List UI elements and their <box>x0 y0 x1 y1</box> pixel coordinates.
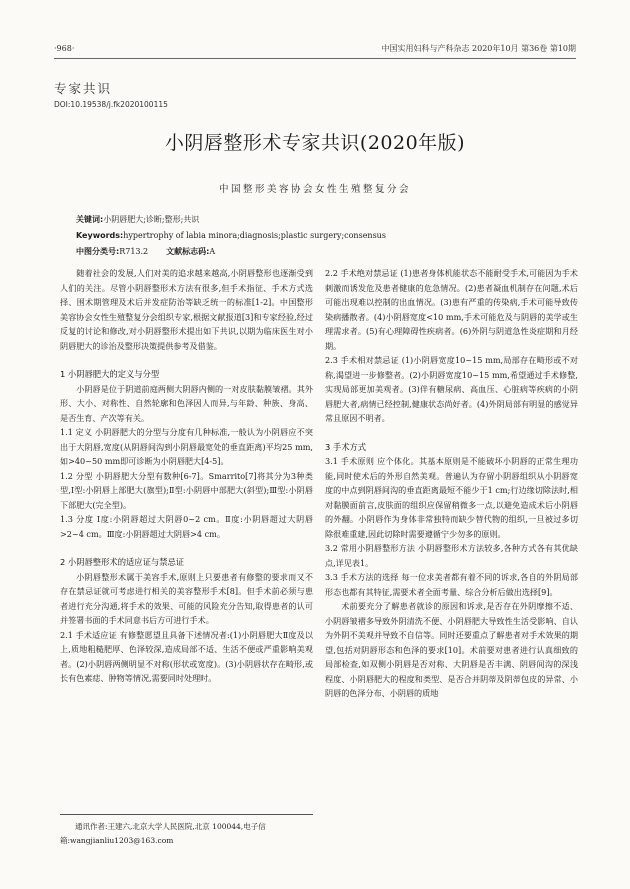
keywords-en-label: Keywords: <box>76 231 124 240</box>
subsection-2-1: 2.1 手术适应证 有修整愿望且具备下述情况者:(1)小阴唇肥大Ⅱ度及以上,质地粗糙肥厚、色泽较深,造成局部不适、生活不便或严重影响美观者。(2)小阴唇两侧明显不对称(形状或宽度)。(3)小阴唇状存在畸形,或长有色素痣、肿物等情况,需要同时处理时。 <box>60 629 313 683</box>
subsection-1-2: 1.2 分型 小阴唇肥大分型有数种[6-7]。Smarrito[7]将其分为3种类型,Ⅰ型:小阴唇上部肥大(旗型);Ⅱ型:小阴唇中部肥大(斜型);Ⅲ型:小阴唇下部肥大(完全型)。 <box>60 470 313 510</box>
intro-paragraph: 随着社会的发展,人们对美的追求越来越高,小阴唇整形也逐渐受到人们的关注。尽管小阴唇整形术方法有很多,但手术指征、手术方式选择、围术期管理及术后并发症防治等缺乏统一的标准[1-2]。中国整形美容协会女性生殖整复分会组织专家,根据文献报道[3]和专家经验,经过反复的讨论和修改,对小阴唇整形术提出如下共识,以期为临床医生对小阴唇肥大的诊治及整形决策提供参考及借鉴。 <box>60 268 313 351</box>
keywords-en-value: hypertrophy of labia minora;diagnosis;plastic surgery;consensus <box>123 231 386 240</box>
running-header <box>54 44 576 59</box>
subsection-3-3: 3.3 手术方法的选择 每一位求美者都有着不同的诉求,各自的外阴局部形态也都有其特征,需要术者全面考量、综合分析后做出选择[9]。 <box>325 572 578 597</box>
doc-code-value: A <box>209 247 216 256</box>
keywords-en <box>76 228 570 244</box>
left-column <box>60 266 313 686</box>
subsection-2-3: 2.3 手术相对禁忌证 (1)小阴唇宽度10~15 mm,局部存在畸形或不对称,渴望进一步修整者。(2)小阴唇宽度10~15 mm,希望通过手术修整,实现局部更加美观者。(3)伴有糖尿病、高血压、心脏病等疾病的小阴唇肥大者,病情已经控制,健康状态尚好者。(4)外阴局部有明显的感觉异常且原因不明者。 <box>325 355 578 423</box>
clc-label: 中图分类号: <box>76 247 120 256</box>
article-meta <box>76 212 570 260</box>
section-2-heading: 2 小阴唇整形术的适应证与禁忌证 <box>60 557 185 567</box>
classification <box>76 244 570 260</box>
section-1-paragraph: 小阴唇是位于阴道前庭两侧大阴唇内侧的一对皮肤黏膜皱褶。其外形、大小、对称性、自然轮廓和色泽因人而异,与年龄、种族、身高、是否生育、产次等有关。 <box>60 383 313 423</box>
subsection-3-1: 3.1 手术原则 应个体化。其基本原则是不能破坏小阴唇的正常生理功能,同时使术后的外形自然美观。普遍认为存留小阴唇组织从小阴唇宽度的中点到阴唇间沟的垂直距离最短不能少于1 cm;行边缘切除法时,相对黏膜面前言,皮肤面的组织应保留稍微多一点,以避免造成术后小阴唇的外翻。小阴唇作为身体非常独特而缺少替代物的组织,一旦被过多切除很难重建,因此切除时需要遵循宁少勿多的原则。 <box>325 456 578 539</box>
corresponding-author-footnote: 通讯作者:王建六,北京大学人民医院,北京 100044,电子信箱:wangjianliu1203@163.com <box>60 814 313 848</box>
subsection-1-3: 1.3 分度 Ⅰ度:小阴唇超过大阴唇0~2 cm。Ⅱ度:小阴唇超过大阴唇>2~4 cm。Ⅲ度:小阴唇超过大阴唇>4 cm。 <box>60 514 313 539</box>
doi: DOI:10.19538/j.fk2020100115 <box>54 100 168 109</box>
section-3-paragraph: 术前要充分了解患者就诊的原因和诉求,是否存在外阴摩擦不适、小阴唇皱褶多导致外阴清洗不便、小阴唇肥大导致性生活受影响、自认为外阴不美观并导致不自信等。同时还要重点了解患者对手术效果的期望,包括对阴唇形态和色泽的要求[10]。术前要对患者进行认真细致的局部检查,如双侧小阴唇是否对称、大阴唇是否丰满、阴唇间沟的深浅程度、小阴唇肥大的程度和类型、是否合并阴蒂及阴蒂包皮的异常、小阴唇的色泽分布、小阴唇的质地 <box>325 601 578 698</box>
section-tag: 专家共识 <box>54 81 113 96</box>
keywords-cn-value: 小阴唇肥大;诊断;整形;共识 <box>103 215 200 224</box>
section-3-heading: 3 手术方式 <box>325 441 367 452</box>
keywords-cn <box>76 212 570 228</box>
article-title: 小阴唇整形术专家共识(2020年版) <box>164 132 466 154</box>
subsection-3-2: 3.2 常用小阴唇整形方法 小阴唇整形术方法较多,各种方式各有其优缺点,详见表1。 <box>325 543 578 568</box>
page-number: ·968· <box>54 44 75 53</box>
keywords-cn-label: 关键词: <box>76 215 104 224</box>
section-1-heading: 1 小阴唇肥大的定义与分型 <box>60 369 160 379</box>
subsection-2-2: 2.2 手术绝对禁忌证 (1)患者身体机能状态不能耐受手术,可能因为手术刺激而诱发危及患者健康的危急情况。(2)患者凝血机制存在问题,术后可能出现难以控制的出血情况。(3)患有严重的传染病,手术可能导致传染病播散者。(4)小阴唇宽度<10 mm,手术可能危及与阴唇的美学或生理需求者。(5)有心理障碍性疾病者。(6)外阴与阴道急性炎症期和月经期。 <box>325 268 578 351</box>
section-2-paragraph: 小阴唇整形术属于美容手术,原则上只要患者有修整的要求而又不存在禁忌证就可考虑进行相关的美容整形手术[8]。但手术前必须与患者进行充分沟通,将手术的效果、可能的风险充分告知,取得患者的认可并签署书面的手术同意书后方可进行手术。 <box>60 571 313 625</box>
journal-citation: 中国实用妇科与产科杂志 2020年10月 第36卷 第10期 <box>381 44 576 53</box>
authors: 中国整形美容协会女性生殖整复分会 <box>218 184 411 195</box>
doc-code-label: 文献标志码: <box>166 247 210 256</box>
subsection-1-1: 1.1 定义 小阴唇肥大的分型与分度有几种标准,一般认为小阴唇应不突出于大阴唇,宽度(从阴唇间沟到小阴唇最宽处的垂直距离)平均25 mm,如>40~50 mm即可诊断为小阴唇肥大[4-5]。 <box>60 427 313 466</box>
right-column <box>325 266 578 701</box>
clc-value: R713.2 <box>119 247 149 256</box>
